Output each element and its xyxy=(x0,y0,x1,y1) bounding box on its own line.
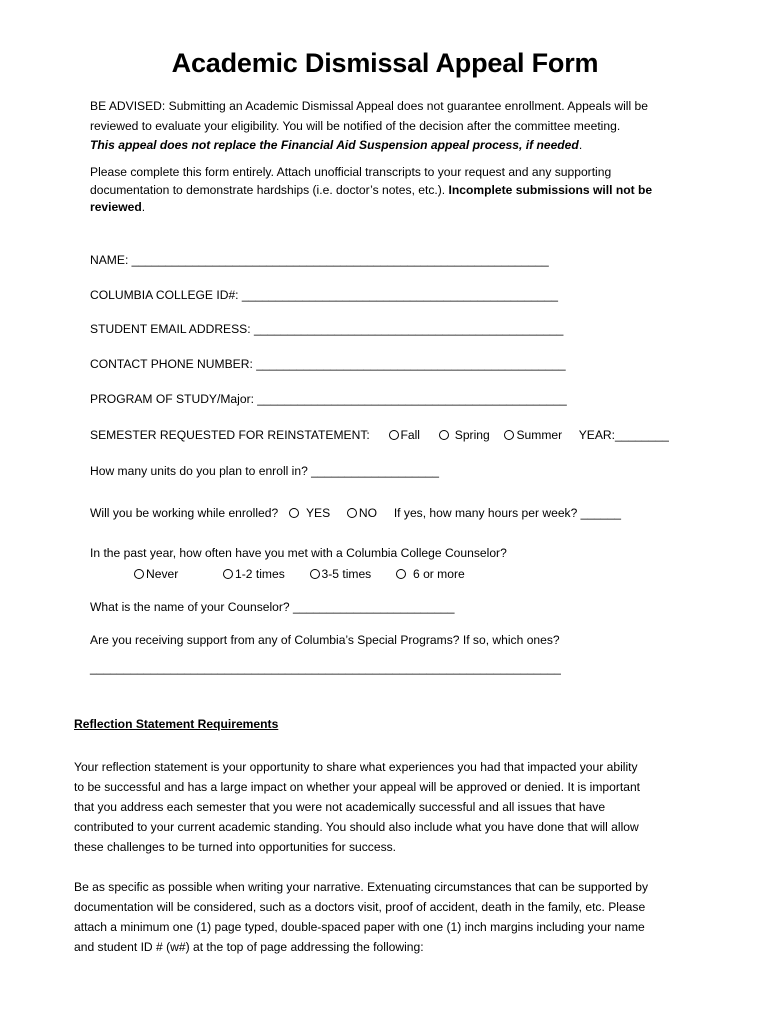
advised-line-1: BE ADVISED: Submitting an Academic Dismissal Appeal does not guarantee enrollment. Appeals will be xyxy=(90,99,648,113)
reflection-p2-line: and student ID # (w#) at the top of page addressing the following: xyxy=(74,940,424,954)
email-field[interactable]: STUDENT EMAIL ADDRESS: ______________________________________________ xyxy=(90,322,564,336)
page-title: Academic Dismissal Appeal Form xyxy=(171,48,599,78)
special-programs-field[interactable]: ______________________________________________________________________ xyxy=(90,661,561,675)
frequency-3-5-label: 3-5 times xyxy=(321,567,372,581)
reflection-p1-line: that you address each semester that you were not academically successful and all issues that have xyxy=(74,800,606,814)
incomplete-warning-end: reviewed xyxy=(90,200,142,214)
instructions-line-2 xyxy=(90,182,690,200)
frequency-6-more-label: 6 or more xyxy=(412,567,465,581)
frequency-option-6-more[interactable] xyxy=(396,567,465,581)
advised-line-3 xyxy=(90,136,690,154)
counselor-frequency-options xyxy=(134,566,465,582)
reflection-paragraph-2 xyxy=(74,877,694,957)
radio-icon[interactable] xyxy=(223,569,233,579)
advised-notice xyxy=(90,96,690,154)
instructions-period: . xyxy=(141,200,146,214)
frequency-option-never[interactable] xyxy=(134,567,178,581)
reflection-p1-line: contributed to your current academic standing. You should also include what you have done that will allow xyxy=(74,820,639,834)
semester-fall-label: Fall xyxy=(400,428,420,442)
reflection-p1-line: Your reflection statement is your opportunity to share what experiences you had that impacted your ability xyxy=(74,760,638,774)
working-yes-label: YES xyxy=(305,506,331,520)
radio-icon[interactable] xyxy=(389,430,399,440)
working-option-yes[interactable] xyxy=(289,506,330,520)
advised-line-2: reviewed to evaluate your eligibility. You will be notified of the decision after the committee meeting. xyxy=(90,119,621,133)
semester-label: SEMESTER REQUESTED FOR REINSTATEMENT: xyxy=(90,428,370,442)
instructions-line-3 xyxy=(90,199,690,217)
reflection-paragraph-1 xyxy=(74,757,694,857)
special-programs-label: Are you receiving support from any of Columbia’s Special Programs? If so, which ones? xyxy=(90,633,560,647)
reflection-p1-line: these challenges to be turned into opportunities for success. xyxy=(74,840,397,854)
semester-summer-label: Summer xyxy=(516,428,563,442)
counselor-name-field[interactable]: What is the name of your Counselor? ________________________ xyxy=(90,600,455,614)
year-field[interactable]: YEAR:________ xyxy=(578,428,669,442)
working-option-no[interactable] xyxy=(347,506,377,520)
instructions xyxy=(90,164,690,217)
program-field[interactable]: PROGRAM OF STUDY/Major: ______________________________________________ xyxy=(90,392,567,406)
working-row xyxy=(90,505,621,521)
radio-icon[interactable] xyxy=(289,508,299,518)
instructions-line-2-text: documentation to demonstrate hardships (i.e. doctor’s notes, etc.). xyxy=(90,182,449,197)
radio-icon[interactable] xyxy=(347,508,357,518)
reflection-p1-line: to be successful and has a large impact on whether your appeal will be approved or denied. It is important xyxy=(74,780,641,794)
radio-icon[interactable] xyxy=(134,569,144,579)
financial-aid-note: This appeal does not replace the Financial Aid Suspension appeal process, if needed xyxy=(90,138,579,152)
units-field[interactable]: How many units do you plan to enroll in? ___________________ xyxy=(90,464,439,478)
reflection-heading: Reflection Statement Requirements xyxy=(74,717,279,731)
semester-row xyxy=(90,427,669,443)
frequency-never-label: Never xyxy=(146,567,179,581)
radio-icon[interactable] xyxy=(439,430,449,440)
semester-spring-label: Spring xyxy=(454,428,490,442)
frequency-option-3-5[interactable] xyxy=(310,567,372,581)
semester-option-fall[interactable] xyxy=(389,428,421,442)
reflection-p2-line: Be as specific as possible when writing your narrative. Extenuating circumstances that can be supported by xyxy=(74,880,649,894)
counselor-frequency-label: In the past year, how often have you met with a Columbia College Counselor? xyxy=(90,546,507,560)
phone-field[interactable]: CONTACT PHONE NUMBER: ______________________________________________ xyxy=(90,357,566,371)
college-id-field[interactable]: COLUMBIA COLLEGE ID#: _______________________________________________ xyxy=(90,288,559,302)
reflection-p2-line: attach a minimum one (1) page typed, double-spaced paper with one (1) inch margins including your name xyxy=(74,920,645,934)
radio-icon[interactable] xyxy=(310,569,320,579)
incomplete-warning: Incomplete submissions will not be xyxy=(448,182,653,197)
radio-icon[interactable] xyxy=(396,569,406,579)
advised-period: . xyxy=(578,138,583,152)
frequency-option-1-2[interactable] xyxy=(223,567,285,581)
instructions-line-1: Please complete this form entirely. Attach unofficial transcripts to your request and any supporting xyxy=(90,165,612,179)
radio-icon[interactable] xyxy=(504,430,514,440)
working-label: Will you be working while enrolled? xyxy=(90,506,279,520)
semester-option-spring[interactable] xyxy=(439,428,490,442)
name-field[interactable]: NAME: ______________________________________________________________ xyxy=(90,253,549,267)
working-no-label: NO xyxy=(358,506,378,520)
hours-field[interactable]: If yes, how many hours per week? ______ xyxy=(393,506,622,520)
reflection-p2-line: documentation will be considered, such as a doctors visit, proof of accident, death in the family, etc. Please xyxy=(74,900,646,914)
semester-option-summer[interactable] xyxy=(504,428,562,442)
frequency-1-2-label: 1-2 times xyxy=(235,567,285,581)
